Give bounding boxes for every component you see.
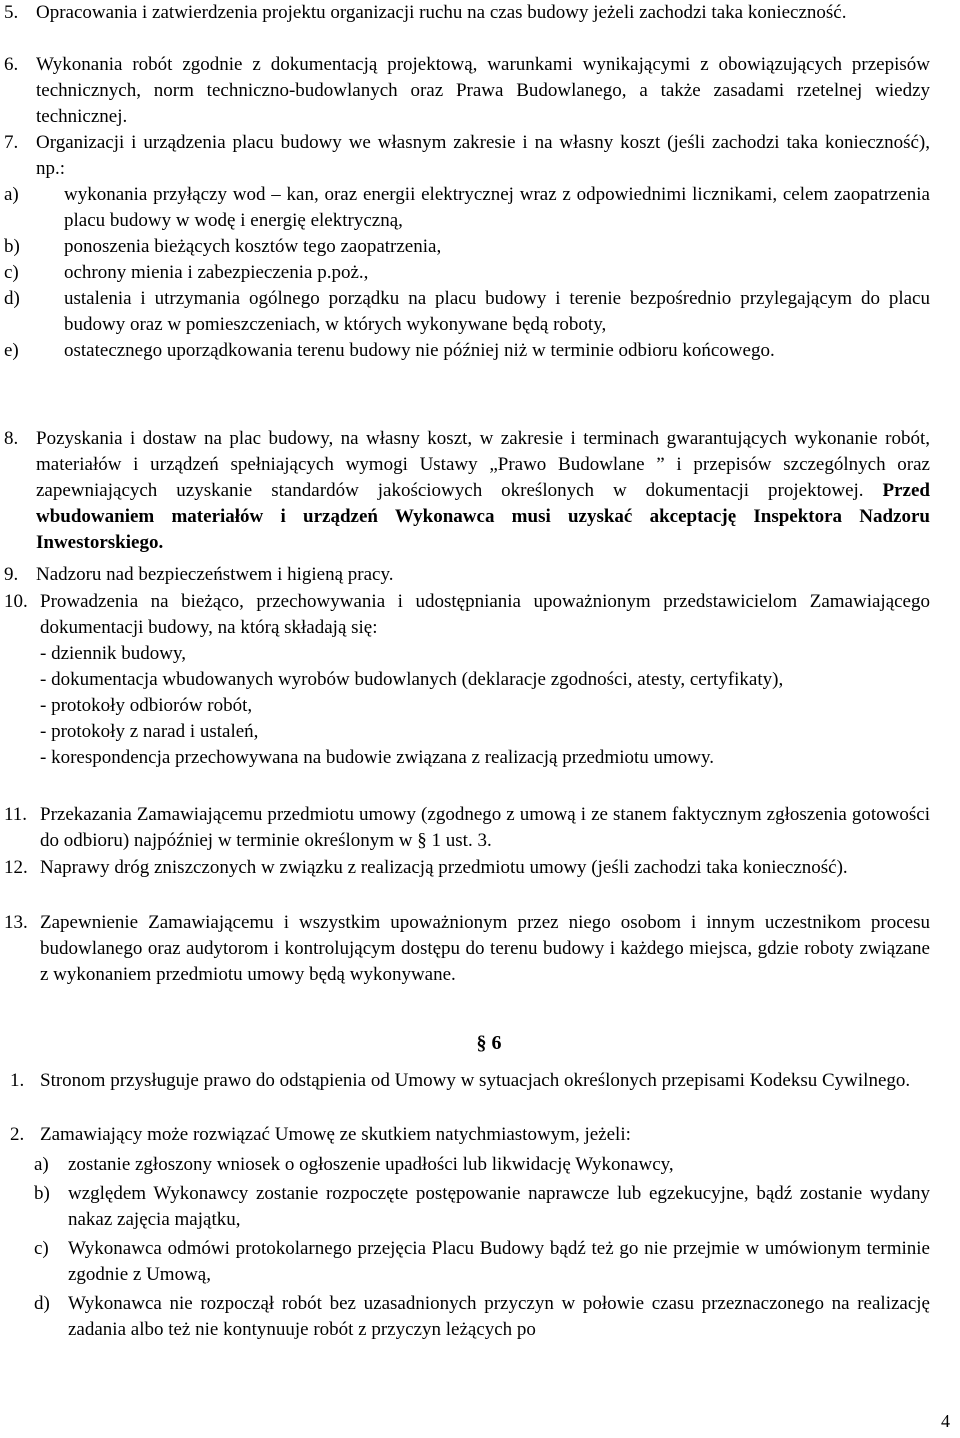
item-number: 6. bbox=[4, 54, 19, 75]
page-number: 4 bbox=[941, 1411, 950, 1431]
sub-label: a) bbox=[34, 1154, 49, 1175]
item-number: 13. bbox=[4, 912, 28, 933]
sub-list bbox=[4, 182, 930, 364]
item-number: 12. bbox=[4, 857, 28, 878]
list-item-6 bbox=[0, 52, 960, 130]
sub-label: c) bbox=[4, 262, 19, 283]
sub-text: ponoszenia bieżących kosztów tego zaopatrzenia, bbox=[64, 236, 442, 257]
sub-item-c bbox=[34, 1236, 930, 1288]
sub-text: Wykonawca nie rozpoczął robót bez uzasadnionych przyczyn w połowie czasu przeznaczonego na realizację zadania albo też nie kontynuuje robót z przyczyn leżących po bbox=[68, 1293, 930, 1340]
section-item-2 bbox=[0, 1122, 960, 1343]
sub-item-d bbox=[4, 286, 930, 338]
item-number: 11. bbox=[4, 804, 28, 825]
item-text: Zapewnienie Zamawiającemu i wszystkim upoważnionym przez niego osobom i innym uczestnikom procesu budowlanego oraz audytorom i kontrolującym dostępu do terenu budowy i każdego miejsca, gdzie roboty związane z wykonaniem przedmiotu umowy będą wykonywane. bbox=[40, 912, 930, 985]
dash-item: - dokumentacja wbudowanych wyrobów budowlanych (deklaracje zgodności, atesty, certyfikaty), bbox=[40, 669, 784, 690]
item-text-bold: Przed wbudowaniem materiałów i urządzeń Wykonawca musi uzyskać akceptację Inspektora Nadzoru Inwestorskiego. bbox=[36, 480, 930, 553]
item-text: Nadzoru nad bezpieczeństwem i higieną pracy. bbox=[36, 564, 394, 585]
sub-item-c bbox=[4, 260, 930, 286]
item-number: 9. bbox=[4, 564, 19, 585]
item-number: 10. bbox=[4, 591, 28, 612]
list-item-11 bbox=[0, 802, 960, 854]
sub-list bbox=[34, 1152, 930, 1343]
list-item-9 bbox=[0, 562, 960, 588]
dash-item: - protokoły odbiorów robót, bbox=[40, 695, 253, 716]
sub-item-e bbox=[4, 338, 930, 364]
item-number: 8. bbox=[4, 428, 19, 449]
item-text: Zamawiający może rozwiązać Umowę ze skutkiem natychmiastowym, jeżeli: bbox=[40, 1124, 631, 1145]
section-number: 6 bbox=[491, 1032, 502, 1054]
item-text: Organizacji i urządzenia placu budowy we własnym zakresie i na własny koszt (jeśli zachodzi taka konieczność), np.: bbox=[36, 132, 930, 179]
sub-label: d) bbox=[4, 288, 20, 309]
sub-item-b bbox=[34, 1181, 930, 1233]
item-text: Wykonania robót zgodnie z dokumentacją projektową, warunkami wynikającymi z obowiązujących przepisów technicznych, norm techniczno-budowlanych oraz Prawa Budowlanego, a także zasadami rzetelnej wiedzy technicznej. bbox=[36, 54, 930, 127]
sub-text: ochrony mienia i zabezpieczenia p.poż., bbox=[64, 262, 369, 283]
dash-item: - korespondencja przechowywana na budowie związana z realizacją przedmiotu umowy. bbox=[40, 747, 715, 768]
sub-text: względem Wykonawcy zostanie rozpoczęte postępowanie naprawcze lub egzekucyjne, bądź zostanie wydany nakaz zajęcia majątku, bbox=[68, 1183, 930, 1230]
sub-item-b bbox=[4, 234, 930, 260]
sub-label: b) bbox=[4, 236, 20, 257]
list-item-5 bbox=[0, 0, 960, 26]
sub-item-d bbox=[34, 1291, 930, 1343]
item-number: 2. bbox=[10, 1124, 25, 1145]
item-text: Prowadzenia na bieżąco, przechowywania i udostępniania upoważnionym przedstawicielom Zamawiającego dokumentacji budowy, na którą składają się: bbox=[40, 591, 930, 638]
section-heading bbox=[0, 1030, 960, 1056]
list-item-13 bbox=[0, 910, 960, 988]
list-item-10 bbox=[0, 589, 960, 771]
item-number: 5. bbox=[4, 2, 19, 23]
dash-item: - protokoły z narad i ustaleń, bbox=[40, 721, 259, 742]
sub-label: e) bbox=[4, 340, 19, 361]
sub-text: Wykonawca odmówi protokolarnego przejęcia Placu Budowy bądź też go nie przejmie w umówionym terminie zgodnie z Umową, bbox=[68, 1238, 930, 1285]
sub-text: wykonania przyłączy wod – kan, oraz energii elektrycznej wraz z odpowiednimi licznikami, celem zaopatrzenia placu budowy w wodę i energię elektryczną, bbox=[64, 184, 930, 231]
sub-text: ostatecznego uporządkowania terenu budowy nie później niż w terminie odbioru końcowego. bbox=[64, 340, 775, 361]
sub-label: b) bbox=[34, 1183, 50, 1204]
item-text: Naprawy dróg zniszczonych w związku z realizacją przedmiotu umowy (jeśli zachodzi taka konieczność). bbox=[40, 857, 848, 878]
sub-text: zostanie zgłoszony wniosek o ogłoszenie upadłości lub likwidację Wykonawcy, bbox=[68, 1154, 674, 1175]
sub-item-a bbox=[4, 182, 930, 234]
list-item-7 bbox=[0, 130, 960, 364]
list-item-8 bbox=[0, 426, 960, 556]
sub-label: a) bbox=[4, 184, 19, 205]
item-text bbox=[36, 426, 930, 556]
section-item-1 bbox=[0, 1068, 960, 1094]
list-item-12 bbox=[0, 855, 960, 881]
sub-label: c) bbox=[34, 1238, 49, 1259]
section-sign: § bbox=[476, 1032, 487, 1054]
item-text: Opracowania i zatwierdzenia projektu organizacji ruchu na czas budowy jeżeli zachodzi taka konieczność. bbox=[36, 2, 847, 23]
item-text: Stronom przysługuje prawo do odstąpienia od Umowy w sytuacjach określonych przepisami Kodeksu Cywilnego. bbox=[40, 1070, 911, 1091]
item-text-regular: Pozyskania i dostaw na plac budowy, na własny koszt, w zakresie i terminach gwarantujących wykonanie robót, materiałów i urządzeń spełniających wymogi Ustawy „Prawo Budowlane ” i przepisów szczególnych oraz zapewniających uzyskanie standardów jakościowych określonych w dokumentacji projektowej. bbox=[36, 428, 930, 501]
sub-item-a bbox=[34, 1152, 930, 1178]
sub-text: ustalenia i utrzymania ogólnego porządku na placu budowy i terenie bezpośrednio przylegającym do placu budowy oraz w pomieszczeniach, w których wykonywane będą roboty, bbox=[64, 288, 930, 335]
item-text: Przekazania Zamawiającemu przedmiotu umowy (zgodnego z umową i ze stanem faktycznym zgłoszenia gotowości do odbioru) najpóźniej w terminie określonym w § 1 ust. 3. bbox=[40, 804, 930, 851]
sub-label: d) bbox=[34, 1293, 50, 1314]
dash-item: - dziennik budowy, bbox=[40, 643, 186, 664]
item-number: 7. bbox=[4, 132, 19, 153]
item-number: 1. bbox=[10, 1070, 25, 1091]
dash-list bbox=[40, 641, 930, 771]
